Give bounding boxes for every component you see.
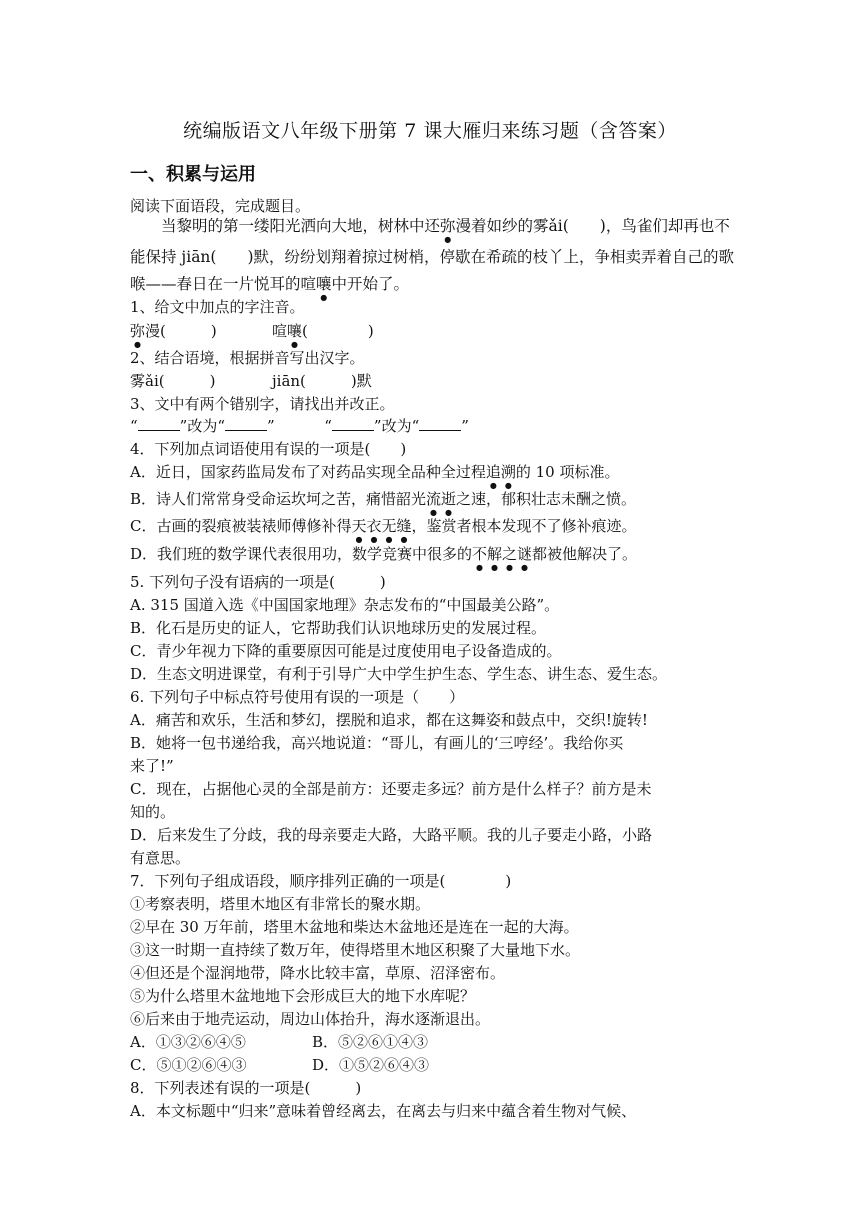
q5-option-b: B．化石是历史的证人，它帮助我们认识地球历史的发展过程。 (130, 619, 547, 637)
q1-item-a: 弥漫( ) (130, 322, 217, 340)
q6-option-c-cont: 知的。 (130, 803, 176, 821)
q7-sentence-2: ②早在 30 万年前，塔里木盆地和柴达木盆地还是连在一起的大海。 (130, 918, 579, 936)
reading-intro: 阅读下面语段，完成题目。 (130, 197, 311, 215)
question-1: 1、给文中加点的字注音。 (130, 298, 305, 316)
q7-option-c: C．⑤①②⑥④③ (130, 1056, 247, 1074)
q6-option-d: D．后来发生了分歧，我的母亲要走大路，大路平顺。我的儿子要走小路，小路 (130, 826, 653, 844)
page-title: 统编版语文八年级下册第 7 课大雁归来练习题（含答案） (183, 120, 677, 142)
q6-option-a: A．痛苦和欢乐，生活和梦幻，摆脱和追求，都在这舞姿和鼓点中，交织!旋转! (130, 711, 648, 729)
question-8: 8．下列表述有误的一项是( ) (130, 1079, 362, 1097)
q6-option-c: C．现在，占据他心灵的全部是前方：还要走多远？前方是什么样子？前方是未 (130, 780, 652, 798)
reading-passage: 当黎明的第一缕阳光洒向大地，树林中还弥漫着如纱的雾ǎi( )，鸟雀们却再也不能保持 jiān( )默，纷纷划翔着掠过树梢，停歇在希疏的枝丫上，争相卖弄着自己的歌喉——春日在一片悦耳的喧嚷中开始了。 (130, 217, 735, 293)
q6-option-d-cont: 有意思。 (130, 849, 191, 867)
question-5: 5. 下列句子没有语病的一项是( ) (130, 573, 386, 591)
q4-option-c: C．古画的裂痕被装裱师傅修补得天衣无缝，鉴赏者根本发现不了修补痕迹。 (130, 517, 637, 535)
q6-option-b: B．她将一包书递给我，高兴地说道：“哥儿，有画儿的‘三哼经’。我给你买 (130, 734, 624, 752)
section-heading: 一、积累与运用 (130, 164, 256, 185)
q4-option-d: D．我们班的数学课代表很用功，数学竞赛中很多的不解之谜都被他解决了。 (130, 545, 638, 563)
question-2: 2、结合语境，根据拼音写出汉字。 (130, 349, 365, 367)
q5-option-c: C．青少年视力下降的重要原因可能是过度使用电子设备造成的。 (130, 642, 562, 660)
q7-sentence-4: ④但还是个湿润地带，降水比较丰富，草原、沼泽密布。 (130, 964, 506, 982)
question-6: 6. 下列句子中标点符号使用有误的一项是（ ） (130, 688, 465, 706)
question-7: 7．下列句子组成语段，顺序排列正确的一项是( ) (130, 872, 512, 890)
q4-option-a: A．近日，国家药监局发布了对药品实现全品种全过程追溯的 10 项标准。 (130, 463, 620, 481)
q7-sentence-1: ①考察表明，塔里木地区有非常长的聚水期。 (130, 895, 431, 913)
question-3: 3、文中有两个错别字，请找出并改正。 (130, 395, 395, 413)
question-4: 4．下列加点词语使用有误的一项是( ) (130, 440, 407, 458)
q5-option-d: D．生态文明进课堂，有利于引导广大中学生护生态、学生态、讲生态、爱生态。 (130, 665, 668, 683)
q6-option-b-cont: 来了!” (130, 757, 174, 775)
q3-blanks: “ ”改为“ ” “ ”改为“ ” (130, 417, 469, 435)
q7-option-b: B．⑤②⑥①④③ (312, 1033, 429, 1051)
q2-item-b: jiān( )默 (272, 372, 372, 390)
q5-option-a: A. 315 国道入选《中国国家地理》杂志发布的“中国最美公路”。 (130, 596, 560, 614)
q7-sentence-6: ⑥后来由于地壳运动，周边山体抬升，海水逐渐退出。 (130, 1010, 491, 1028)
q7-sentence-5: ⑤为什么塔里木盆地地下会形成巨大的地下水库呢？ (130, 987, 476, 1005)
q2-item-a: 雾ǎi( ) (130, 372, 216, 390)
q4-option-b: B．诗人们常常身受命运坎坷之苦，痛惜韶光流逝之速，郁积壮志未酬之愤。 (130, 490, 637, 508)
q8-option-a: A．本文标题中“归来”意味着曾经离去，在离去与归来中蕴含着生物对气候、 (130, 1102, 637, 1120)
q7-option-a: A．①③②⑥④⑤ (130, 1033, 246, 1051)
q7-option-d: D．①⑤②⑥④③ (312, 1056, 430, 1074)
q7-sentence-3: ③这一时期一直持续了数万年，使得塔里木地区积聚了大量地下水。 (130, 941, 581, 959)
q1-item-b: 喧嚷( ) (272, 322, 374, 340)
